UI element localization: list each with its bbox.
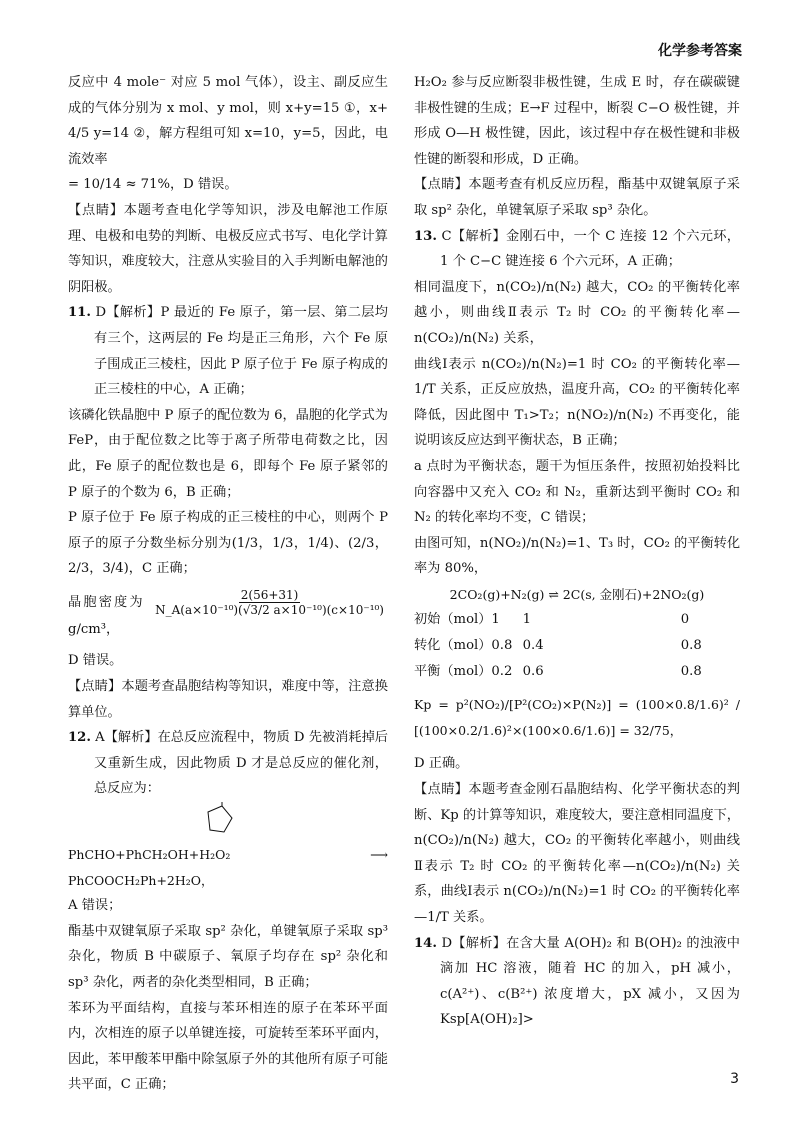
question-number: 13. bbox=[414, 228, 437, 244]
table-row bbox=[414, 659, 740, 685]
formula-label: 晶胞密度为 bbox=[68, 594, 145, 610]
left-column bbox=[68, 70, 388, 1098]
paragraph: D 错误。 bbox=[68, 653, 123, 669]
table-cell: 转化（mol）0.8 bbox=[414, 638, 513, 654]
fraction-numerator: 2(56+31) bbox=[240, 587, 299, 602]
table-cell: 初始（mol）1 bbox=[414, 612, 500, 628]
formula-unit: g/cm³， bbox=[68, 621, 120, 637]
note: 【点睛】本题考查晶胞结构等知识，难度中等，注意换算单位。 bbox=[68, 679, 388, 720]
question-text: C【解析】金刚石中，一个 C 连接 12 个六元环，1 个 C−C 键连接 6 个六元环，A 正确； bbox=[440, 228, 740, 270]
catalyst-structure bbox=[68, 802, 388, 842]
density-fraction bbox=[153, 588, 386, 617]
table-cell: 1 bbox=[522, 612, 532, 628]
paragraph: 曲线Ⅰ表示 n(CO₂)/n(N₂)=1 时 CO₂ 的平衡转化率—1/T 关系，正反应放热，温度升高，CO₂ 的平衡转化率降低，因此图中 T₁>T₂；n(NO₂)/n(N₂) 不再变化，能说明该反应达到平衡状态，B 正确； bbox=[414, 356, 740, 449]
question-text: D【解析】在含大量 A(OH)₂ 和 B(OH)₂ 的浊液中滴加 HC 溶液，随着 HC 的加入，pH 减小，c(A²⁺)、c(B²⁺) 浓度增大，pX 减小，又因为 Ksp[A(OH)₂]> bbox=[440, 935, 740, 1028]
note: 【点睛】本题考查金刚石晶胞结构、化学平衡状态的判断、Kp 的计算等知识，难度较大，要注意相同温度下，n(CO₂)/n(N₂) 越大，CO₂ 的平衡转化率越小，则曲线Ⅱ表示 T₂ 时 CO₂ 的平衡转化率—n(CO₂)/n(N₂) 关系，曲线Ⅰ表示 n(CO₂)/n(N₂)=1 时 CO₂ 的平衡转化率—1/T 关系。 bbox=[414, 782, 740, 925]
kp-formula: Kp = p²(NO₂)/[P²(CO₂)×P(N₂)] = (100×0.8/1.6)² / [(100×0.2/1.6)²×(100×0.6/1.6)] = 32/75， bbox=[414, 697, 740, 738]
page-number: 3 bbox=[730, 1071, 739, 1087]
paragraph: 该磷化铁晶胞中 P 原子的配位数为 6，晶胞的化学式为 FeP，由于配位数之比等于离子所带电荷数之比，因此，Fe 原子的配位数也是 6，即每个 Fe 原子紧邻的 P 原子的个数为 6，B 正确； bbox=[68, 407, 388, 500]
paragraph: 由图可知，n(NO₂)/n(N₂)=1、T₃ 时，CO₂ 的平衡转化率为 80%， bbox=[414, 535, 741, 577]
page-header: 化学参考答案 bbox=[658, 43, 742, 59]
reaction-equation: PhCHO+PhCH₂OH+H₂O₂ ⟶ PhCOOCH₂Ph+2H₂O， bbox=[68, 847, 388, 888]
right-column bbox=[414, 70, 740, 1033]
density-formula bbox=[68, 588, 388, 643]
table-cell: 0.6 bbox=[522, 663, 544, 679]
table-cell: 0.8 bbox=[680, 663, 702, 679]
paragraph: a 点时为平衡状态，题干为恒压条件，按照初始投料比向容器中又充入 CO₂ 和 N₂，重新达到平衡时 CO₂ 和 N₂ 的转化率均不变，C 错误； bbox=[414, 458, 740, 526]
table-cell: 0 bbox=[680, 612, 690, 628]
paragraph: H₂O₂ 参与反应断裂非极性键，生成 E 时，存在碳碳键非极性键的生成；E→F 过程中，断裂 C−O 极性键，并形成 O—H 极性键，因此，该过程中存在极性键和非极性键的断裂和形成，D 正确。 bbox=[414, 75, 740, 167]
paragraph: P 原子位于 Fe 原子构成的正三棱柱的中心，则两个 P 原子的原子分数坐标分别为(1/3，1/3，1/4)、(2/3，2/3，3/4)，C 正确； bbox=[68, 510, 388, 577]
question-11 bbox=[68, 300, 388, 402]
paragraph: = 10/14 ≈ 71%，D 错误。 bbox=[68, 177, 238, 193]
question-number: 14. bbox=[414, 935, 437, 951]
paragraph: 相同温度下，n(CO₂)/n(N₂) 越大，CO₂ 的平衡转化率越小，则曲线Ⅱ表示 T₂ 时 CO₂ 的平衡转化率—n(CO₂)/n(N₂) 关系， bbox=[414, 279, 740, 346]
equilibrium-table bbox=[414, 607, 740, 684]
table-cell: 0.8 bbox=[680, 638, 702, 654]
question-number: 11. bbox=[68, 305, 91, 321]
paragraph: 反应中 4 mole⁻ 对应 5 mol 气体），设主、副反应生成的气体分别为 x mol、y mol，则 x+y=15 ①，x+ 4/5 y=14 ②，解方程组可知 x=10，y=5，因此，电流效率 bbox=[68, 75, 388, 167]
question-number: 12. bbox=[68, 730, 91, 746]
paragraph: 苯环为平面结构，直接与苯环相连的原子在苯环平面内，次相连的原子以单键连接，可旋转至苯环平面内，因此，苯甲酸苯甲酯中除氢原子外的其他所有原子可能共平面，C 正确； bbox=[68, 1000, 388, 1093]
table-row bbox=[414, 633, 740, 659]
question-text: D【解析】P 最近的 Fe 原子，第一层、第二层均有三个，这两层的 Fe 均是正三角形，六个 Fe 原子围成正三棱柱，因此 P 原子位于 Fe 原子构成的正三棱柱的中心，A 正确； bbox=[94, 305, 388, 398]
fraction-denominator: N_A(a×10⁻¹⁰)(√3/2 a×10⁻¹⁰)(c×10⁻¹⁰) bbox=[155, 602, 384, 617]
table-row bbox=[414, 607, 740, 633]
paragraph: D 正确。 bbox=[414, 756, 469, 772]
note: 【点睛】本题考查电化学等知识，涉及电解池工作原理、电极和电势的判断、电极反应式书写、电化学计算等知识，难度较大，注意从实验目的入手判断电解池的阴阳极。 bbox=[68, 202, 388, 295]
paragraph: 酯基中双键氧原子采取 sp² 杂化，单键氧原子采取 sp³ 杂化，物质 B 中碳原子、氧原子均存在 sp² 杂化和 sp³ 杂化，两者的杂化类型相同，B 正确； bbox=[68, 923, 388, 990]
imidazole-structure-icon bbox=[188, 802, 268, 842]
table-cell: 0.4 bbox=[522, 638, 544, 654]
question-12 bbox=[68, 725, 388, 802]
question-14 bbox=[414, 931, 740, 1033]
note: 【点睛】本题考查有机反应历程，酯基中双键氧原子采取 sp² 杂化，单键氧原子采取 sp³ 杂化。 bbox=[414, 177, 740, 218]
reaction-equation: 2CO₂(g)+N₂(g) ⇌ 2C(s, 金刚石)+2NO₂(g) bbox=[449, 586, 705, 602]
table-cell: 平衡（mol）0.2 bbox=[414, 663, 513, 679]
question-text: A【解析】在总反应流程中，物质 D 先被消耗掉后又重新生成，因此物质 D 才是总反应的催化剂，总反应为： bbox=[94, 730, 388, 797]
question-13 bbox=[414, 224, 740, 275]
paragraph: A 错误； bbox=[68, 898, 122, 914]
